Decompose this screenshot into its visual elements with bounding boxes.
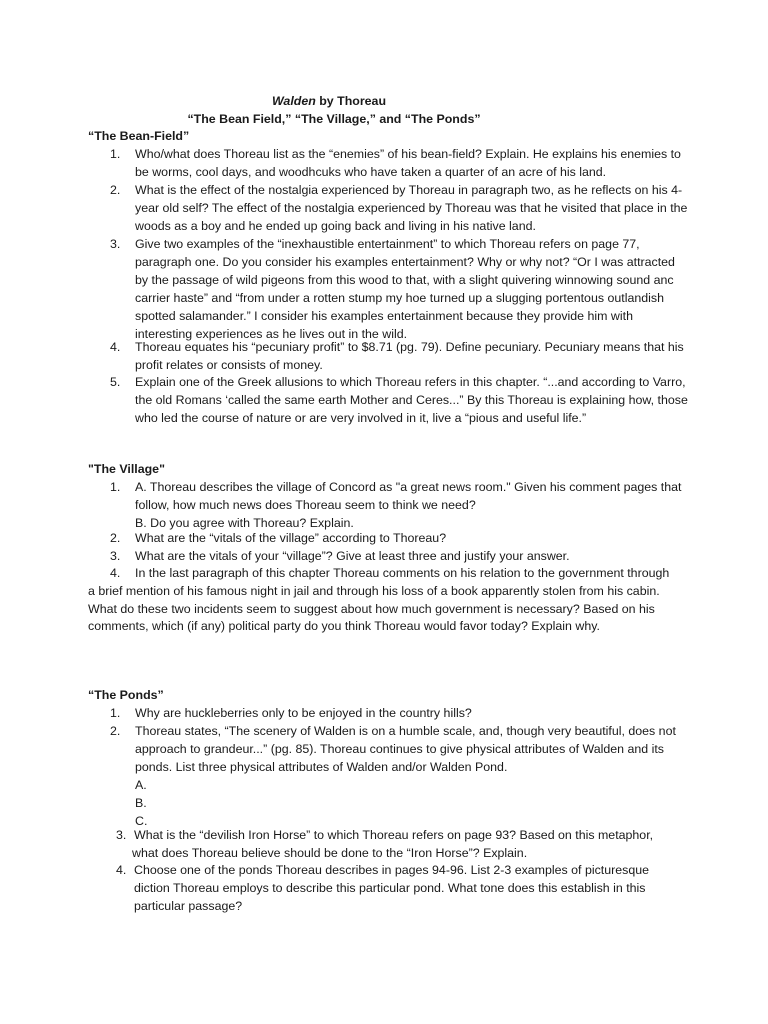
section-heading-bean-field: “The Bean-Field” [88,129,190,143]
item-number: 1. [110,480,121,494]
item-text: What are the vitals of your “village”? Give at least three and justify your answer. [135,549,570,563]
item-text: What is the “devilish Iron Horse” to which Thoreau refers on page 93? Based on this metaphor, [134,828,654,842]
title-work: Walden [271,94,316,108]
item-number: 3. [110,549,121,563]
item-number: 5. [110,375,121,389]
item-text-continued: What do these two incidents seem to suggest about how much government is necessary? Based on his [88,602,655,616]
item-text: Give two examples of the “inexhaustible entertainment” to which Thoreau refers on page 77, paragraph one. Do you consider his examples entertainment? Why or why not? “Or I was attracted by the passage of wild pigeons from this wood to that, with a slight quivering winnowing sound anc carrier haste” and “from under a rotten stump my hoe turned up a slugging portentous outlandish spotted salamander.” I consider his examples entertainment because they provide him with interesting experiences as he lives out in the wild. [135,237,675,341]
item-text-continued: a brief mention of his famous night in jail and through his loss of a book apparently stolen from his cabin. [88,584,660,598]
section-heading-village: "The Village" [88,462,165,476]
item-number: 2. [110,531,121,545]
item-number: 3. [116,828,127,842]
item-question: Thoreau states, “The scenery of Walden is on a humble scale, and, though very beautiful, does not approach to grandeur...” (pg. 85). Thoreau continues to give physical attributes of Walden and its ponds. List three physical attributes of Walden and/or Walden Pond. [135,724,676,774]
item-number: 4. [110,566,121,580]
item-text: Why are huckleberries only to be enjoyed in the country hills? [135,706,472,720]
answer-line-b: B. [135,796,147,810]
item-text: In the last paragraph of this chapter Thoreau comments on his relation to the government through [135,566,670,580]
item-text: Thoreau equates his “pecuniary profit” to $8.71 (pg. 79). Define pecuniary. Pecuniary means that his profit relates or consists of money. [135,340,684,372]
item-text: What is the effect of the nostalgia experienced by Thoreau in paragraph two, as he reflects on his 4-year old self? The effect of the nostalgia experienced by Thoreau was that he visited that place in the woods as a boy and he ended up going back and living in his native land. [135,183,688,233]
title-author: by Thoreau [315,94,387,108]
item-text [135,478,691,532]
item-text-continued: comments, which (if any) political party do you think Thoreau would favor today? Explain why. [88,619,600,633]
item-number: 4. [110,340,121,354]
answer-line-a: A. [135,778,147,792]
item-number: 1. [110,706,121,720]
item-part-a: A. Thoreau describes the village of Concord as "a great news room." Given his comment pages that follow, how much news does Thoreau seem to think we need? [135,480,682,512]
item-text: Explain one of the Greek allusions to which Thoreau refers in this chapter. “...and according to Varro, the old Romans ‘called the same earth Mother and Ceres...” By this Thoreau is explaining how, those who led the course of nature or are very involved in it, live a “pious and useful life.” [135,375,688,425]
item-number: 2. [110,183,121,197]
item-part-b: B. Do you agree with Thoreau? Explain. [135,516,354,530]
item-number: 4. [116,863,127,877]
item-text: What are the “vitals of the village” according to Thoreau? [135,531,447,545]
item-text [135,722,691,830]
item-text-continued: what does Thoreau believe should be done to the “Iron Horse”? Explain. [132,846,528,860]
document-title [0,92,658,110]
item-number: 2. [110,724,121,738]
item-text: Choose one of the ponds Thoreau describes in pages 94-96. List 2-3 examples of picturesque diction Thoreau employs to describe this particular pond. What tone does this establish in this particular passage? [134,863,649,913]
item-text: Who/what does Thoreau list as the “enemies” of his bean-field? Explain. He explains his enemies to be worms, cool days, and woodhcuks who have taken a quarter of an acre of his land. [135,147,681,179]
item-number: 3. [110,237,121,251]
section-heading-ponds: “The Ponds” [88,688,164,702]
item-number: 1. [110,147,121,161]
answer-line-c: C. [135,814,148,828]
document-subtitle: “The Bean Field,” “The Village,” and “The Ponds” [187,112,481,126]
